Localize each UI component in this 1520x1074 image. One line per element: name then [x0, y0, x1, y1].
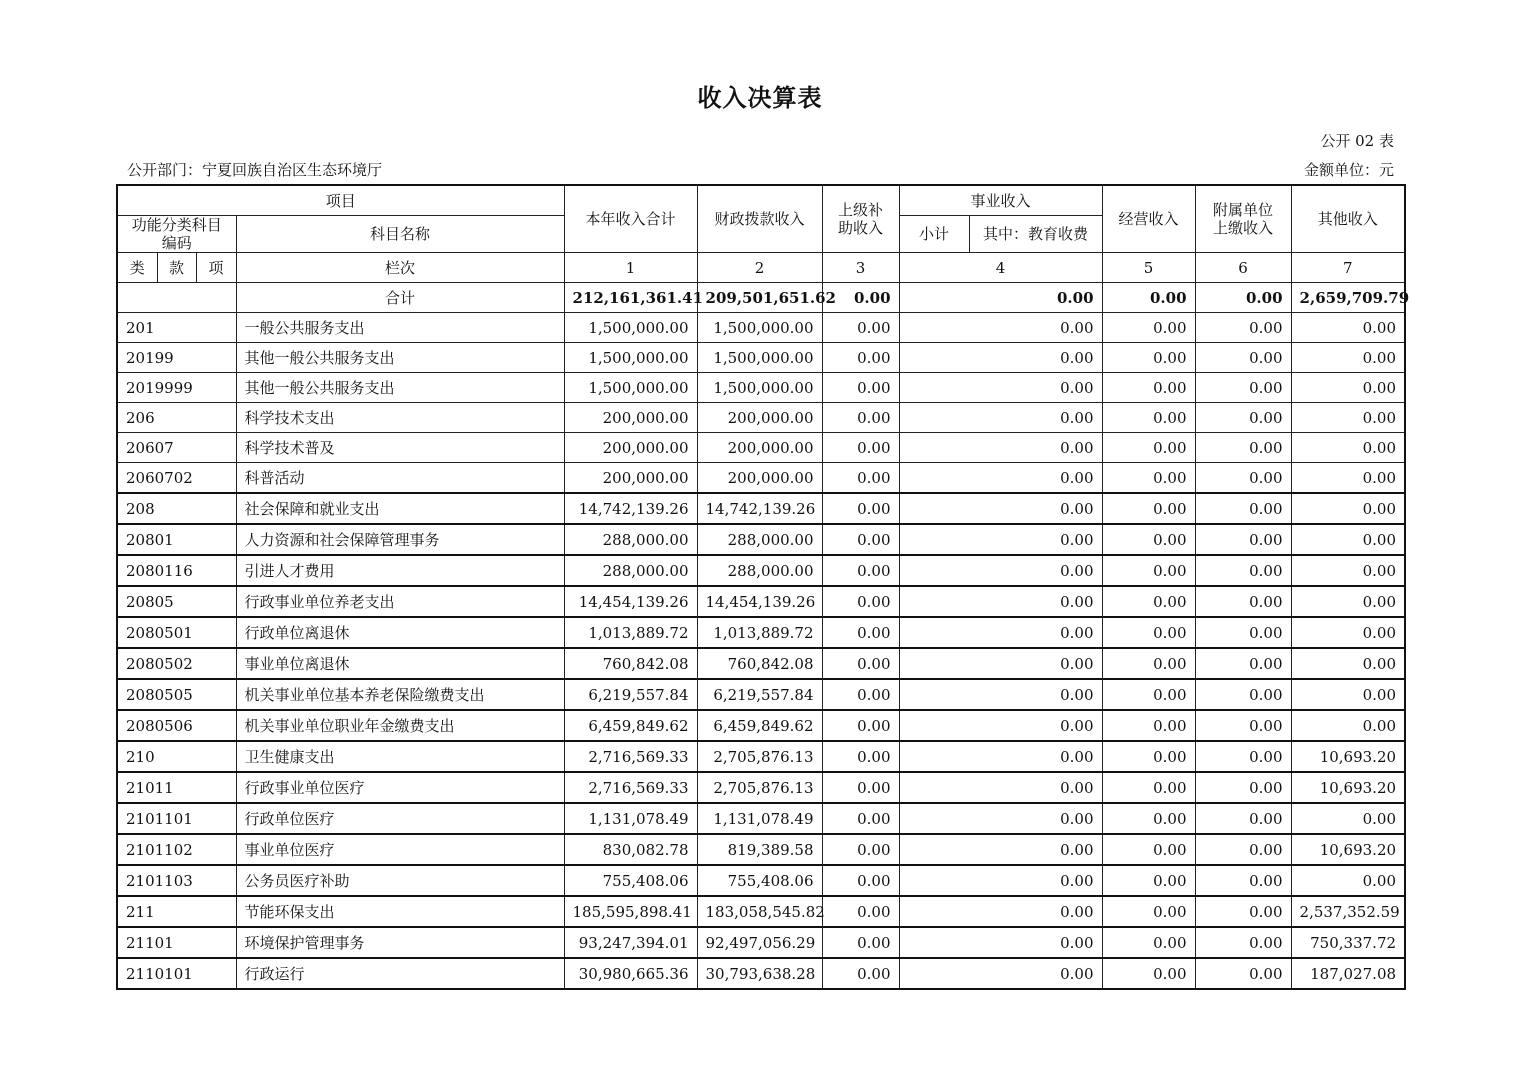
row-code: 21011	[117, 772, 236, 803]
table-row	[117, 313, 1405, 343]
row-value: 0.00	[822, 373, 899, 403]
table-body	[117, 313, 1405, 990]
row-value: 0.00	[1102, 313, 1195, 343]
header-operating-income: 经营收入	[1102, 185, 1195, 253]
row-value: 0.00	[1291, 710, 1405, 741]
table-row	[117, 433, 1405, 463]
row-value: 0.00	[1195, 433, 1291, 463]
table-row	[117, 617, 1405, 648]
col-num-3: 3	[822, 253, 899, 283]
header-project: 项目	[117, 185, 564, 216]
row-value: 0.00	[1291, 648, 1405, 679]
header-col-row-label: 栏次	[236, 253, 564, 283]
row-code: 210	[117, 741, 236, 772]
row-value: 0.00	[1102, 463, 1195, 494]
row-subject-name: 人力资源和社会保障管理事务	[236, 524, 564, 555]
row-value: 0.00	[899, 524, 1102, 555]
row-value: 0.00	[822, 772, 899, 803]
row-code: 2080501	[117, 617, 236, 648]
total-value: 209,501,651.62	[697, 283, 822, 313]
row-subject-name: 行政运行	[236, 958, 564, 989]
row-code: 211	[117, 896, 236, 927]
header-subtotal: 小计	[899, 216, 969, 253]
row-value: 200,000.00	[697, 403, 822, 433]
row-value: 750,337.72	[1291, 927, 1405, 958]
table-row	[117, 493, 1405, 524]
row-value: 0.00	[822, 463, 899, 494]
row-subject-name: 一般公共服务支出	[236, 313, 564, 343]
row-value: 200,000.00	[564, 433, 697, 463]
page-title: 收入决算表	[697, 83, 823, 112]
header-class: 类	[117, 253, 157, 283]
row-value: 14,742,139.26	[697, 493, 822, 524]
row-value: 1,500,000.00	[697, 373, 822, 403]
row-value: 30,793,638.28	[697, 958, 822, 989]
row-code: 20801	[117, 524, 236, 555]
row-value: 30,980,665.36	[564, 958, 697, 989]
row-value: 0.00	[899, 772, 1102, 803]
row-value: 0.00	[1102, 741, 1195, 772]
table-row	[117, 524, 1405, 555]
row-subject-name: 行政事业单位养老支出	[236, 586, 564, 617]
table-row	[117, 648, 1405, 679]
row-value: 0.00	[1195, 741, 1291, 772]
row-value: 0.00	[822, 313, 899, 343]
row-subject-name: 节能环保支出	[236, 896, 564, 927]
total-code-blank	[117, 283, 236, 313]
table-row	[117, 834, 1405, 865]
row-value: 288,000.00	[697, 524, 822, 555]
row-subject-name: 行政单位医疗	[236, 803, 564, 834]
row-subject-name: 行政事业单位医疗	[236, 772, 564, 803]
row-value: 0.00	[1195, 927, 1291, 958]
row-value: 0.00	[1102, 958, 1195, 989]
row-value: 1,500,000.00	[564, 343, 697, 373]
row-value: 10,693.20	[1291, 741, 1405, 772]
row-value: 0.00	[899, 958, 1102, 989]
row-subject-name: 环境保护管理事务	[236, 927, 564, 958]
row-code: 2080505	[117, 679, 236, 710]
header-subject-name: 科目名称	[236, 216, 564, 253]
col-num-5: 5	[1102, 253, 1195, 283]
header-kuan: 款	[157, 253, 196, 283]
total-value: 0.00	[899, 283, 1102, 313]
row-value: 0.00	[1195, 834, 1291, 865]
row-value: 0.00	[822, 834, 899, 865]
row-value: 14,454,139.26	[697, 586, 822, 617]
row-value: 0.00	[1195, 958, 1291, 989]
row-value: 0.00	[1195, 679, 1291, 710]
row-code: 2101103	[117, 865, 236, 896]
col-num-7: 7	[1291, 253, 1405, 283]
row-value: 288,000.00	[564, 524, 697, 555]
row-value: 0.00	[1291, 463, 1405, 494]
row-value: 755,408.06	[697, 865, 822, 896]
amount-unit-label: 金额单位：元	[1303, 161, 1394, 179]
row-value: 0.00	[1291, 555, 1405, 586]
header-affiliated-income	[1195, 185, 1291, 253]
row-subject-name: 其他一般公共服务支出	[236, 343, 564, 373]
row-value: 288,000.00	[697, 555, 822, 586]
row-value: 0.00	[1291, 803, 1405, 834]
row-value: 1,500,000.00	[564, 313, 697, 343]
total-value: 0.00	[1195, 283, 1291, 313]
row-value: 0.00	[1291, 617, 1405, 648]
row-value: 0.00	[1195, 710, 1291, 741]
row-value: 1,500,000.00	[697, 343, 822, 373]
department-label: 公开部门：宁夏回族自治区生态环境厅	[127, 161, 383, 179]
row-code: 201	[117, 313, 236, 343]
row-code: 2101102	[117, 834, 236, 865]
table-row	[117, 927, 1405, 958]
row-value: 0.00	[899, 373, 1102, 403]
header-edu-fee: 其中：教育收费	[969, 216, 1102, 253]
row-value: 14,742,139.26	[564, 493, 697, 524]
table-id: 公开 02 表	[1320, 132, 1394, 150]
row-value: 0.00	[1195, 493, 1291, 524]
row-value: 0.00	[899, 463, 1102, 494]
row-value: 0.00	[1102, 493, 1195, 524]
row-value: 0.00	[1195, 648, 1291, 679]
row-value: 1,131,078.49	[697, 803, 822, 834]
row-value: 0.00	[1195, 463, 1291, 494]
row-subject-name: 其他一般公共服务支出	[236, 373, 564, 403]
row-value: 0.00	[1195, 772, 1291, 803]
row-subject-name: 事业单位离退休	[236, 648, 564, 679]
row-value: 0.00	[1195, 403, 1291, 433]
table-row	[117, 679, 1405, 710]
row-value: 819,389.58	[697, 834, 822, 865]
table-row	[117, 741, 1405, 772]
row-code: 206	[117, 403, 236, 433]
row-value: 2,716,569.33	[564, 772, 697, 803]
row-subject-name: 科普活动	[236, 463, 564, 494]
row-code: 20199	[117, 343, 236, 373]
row-value: 0.00	[1102, 403, 1195, 433]
header-upper-subsidy-line2: 助收入	[838, 219, 884, 237]
row-value: 0.00	[1291, 373, 1405, 403]
row-value: 2,537,352.59	[1291, 896, 1405, 927]
row-value: 0.00	[1102, 555, 1195, 586]
row-code: 2080506	[117, 710, 236, 741]
row-value: 10,693.20	[1291, 834, 1405, 865]
row-value: 1,500,000.00	[697, 313, 822, 343]
row-value: 6,219,557.84	[564, 679, 697, 710]
row-value: 0.00	[1291, 313, 1405, 343]
row-value: 0.00	[1102, 834, 1195, 865]
row-value: 760,842.08	[697, 648, 822, 679]
header-func-code-line2: 编码	[161, 234, 192, 252]
table-row	[117, 555, 1405, 586]
row-value: 0.00	[899, 803, 1102, 834]
row-value: 93,247,394.01	[564, 927, 697, 958]
row-value: 1,013,889.72	[697, 617, 822, 648]
row-value: 0.00	[822, 648, 899, 679]
row-value: 0.00	[1102, 617, 1195, 648]
header-xiang: 项	[196, 253, 236, 283]
row-value: 92,497,056.29	[697, 927, 822, 958]
row-value: 0.00	[1291, 433, 1405, 463]
row-value: 6,459,849.62	[564, 710, 697, 741]
row-value: 2,705,876.13	[697, 772, 822, 803]
row-value: 0.00	[1195, 865, 1291, 896]
row-code: 208	[117, 493, 236, 524]
row-subject-name: 引进人才费用	[236, 555, 564, 586]
row-value: 0.00	[899, 710, 1102, 741]
row-value: 0.00	[899, 493, 1102, 524]
row-code: 21101	[117, 927, 236, 958]
row-value: 760,842.08	[564, 648, 697, 679]
table-row	[117, 586, 1405, 617]
row-value: 0.00	[822, 403, 899, 433]
row-value: 0.00	[1102, 648, 1195, 679]
row-code: 2080116	[117, 555, 236, 586]
row-subject-name: 公务员医疗补助	[236, 865, 564, 896]
row-value: 185,595,898.41	[564, 896, 697, 927]
row-subject-name: 机关事业单位基本养老保险缴费支出	[236, 679, 564, 710]
row-value: 0.00	[899, 927, 1102, 958]
header-func-code-line1: 功能分类科目	[131, 216, 222, 234]
income-table	[116, 184, 1410, 990]
row-value: 0.00	[1195, 803, 1291, 834]
row-code: 2110101	[117, 958, 236, 989]
row-value: 0.00	[899, 343, 1102, 373]
row-value: 10,693.20	[1291, 772, 1405, 803]
row-value: 288,000.00	[564, 555, 697, 586]
row-value: 0.00	[822, 343, 899, 373]
row-value: 0.00	[822, 617, 899, 648]
row-value: 0.00	[1102, 433, 1195, 463]
row-value: 0.00	[1195, 373, 1291, 403]
row-value: 0.00	[1195, 586, 1291, 617]
row-value: 0.00	[822, 803, 899, 834]
header-other-income: 其他收入	[1291, 185, 1405, 253]
row-value: 200,000.00	[564, 403, 697, 433]
row-value: 0.00	[899, 648, 1102, 679]
col-num-6: 6	[1195, 253, 1291, 283]
table-row	[117, 865, 1405, 896]
total-value: 0.00	[822, 283, 899, 313]
row-code: 2019999	[117, 373, 236, 403]
row-value: 0.00	[899, 555, 1102, 586]
row-code: 2060702	[117, 463, 236, 494]
row-value: 200,000.00	[697, 433, 822, 463]
total-value: 2,659,709.79	[1291, 283, 1405, 313]
table-row	[117, 403, 1405, 433]
row-value: 1,500,000.00	[564, 373, 697, 403]
row-value: 0.00	[822, 433, 899, 463]
row-subject-name: 事业单位医疗	[236, 834, 564, 865]
header-business-income: 事业收入	[899, 185, 1102, 216]
total-row	[117, 283, 1405, 313]
row-value: 0.00	[899, 865, 1102, 896]
row-value: 14,454,139.26	[564, 586, 697, 617]
row-value: 0.00	[899, 741, 1102, 772]
row-value: 0.00	[822, 710, 899, 741]
row-value: 0.00	[822, 927, 899, 958]
col-num-1: 1	[564, 253, 697, 283]
row-value: 0.00	[899, 403, 1102, 433]
row-value: 0.00	[1195, 313, 1291, 343]
table-row	[117, 958, 1405, 989]
row-value: 0.00	[1291, 679, 1405, 710]
header-upper-subsidy-line1: 上级补	[838, 201, 884, 219]
row-value: 0.00	[1102, 772, 1195, 803]
total-value: 212,161,361.41	[564, 283, 697, 313]
row-value: 200,000.00	[564, 463, 697, 494]
row-value: 0.00	[1291, 493, 1405, 524]
header-fiscal-income: 财政拨款收入	[697, 185, 822, 253]
row-subject-name: 卫生健康支出	[236, 741, 564, 772]
row-value: 0.00	[1102, 524, 1195, 555]
row-value: 0.00	[1291, 524, 1405, 555]
row-value: 0.00	[1102, 927, 1195, 958]
row-value: 0.00	[1291, 403, 1405, 433]
row-value: 0.00	[1102, 586, 1195, 617]
row-value: 0.00	[1195, 524, 1291, 555]
row-value: 0.00	[1291, 586, 1405, 617]
table-row	[117, 343, 1405, 373]
table-row	[117, 803, 1405, 834]
col-num-4: 4	[899, 253, 1102, 283]
header-total-income: 本年收入合计	[564, 185, 697, 253]
row-value: 830,082.78	[564, 834, 697, 865]
row-value: 0.00	[822, 679, 899, 710]
row-value: 0.00	[822, 896, 899, 927]
row-value: 187,027.08	[1291, 958, 1405, 989]
row-subject-name: 机关事业单位职业年金缴费支出	[236, 710, 564, 741]
row-value: 1,013,889.72	[564, 617, 697, 648]
table-row	[117, 896, 1405, 927]
header-func-code	[117, 216, 236, 253]
header-upper-subsidy	[822, 185, 899, 253]
row-subject-name: 行政单位离退休	[236, 617, 564, 648]
row-value: 0.00	[1195, 896, 1291, 927]
row-value: 0.00	[822, 958, 899, 989]
row-value: 2,716,569.33	[564, 741, 697, 772]
table-row	[117, 463, 1405, 494]
row-value: 6,459,849.62	[697, 710, 822, 741]
row-value: 0.00	[899, 617, 1102, 648]
row-value: 0.00	[1102, 373, 1195, 403]
header-affiliated-line1: 附属单位	[1213, 201, 1274, 219]
row-value: 0.00	[822, 493, 899, 524]
row-value: 0.00	[899, 834, 1102, 865]
row-value: 1,131,078.49	[564, 803, 697, 834]
row-value: 0.00	[822, 586, 899, 617]
row-value: 0.00	[822, 865, 899, 896]
row-code: 20607	[117, 433, 236, 463]
row-subject-name: 科学技术普及	[236, 433, 564, 463]
row-subject-name: 科学技术支出	[236, 403, 564, 433]
row-value: 183,058,545.82	[697, 896, 822, 927]
row-value: 0.00	[1102, 710, 1195, 741]
row-value: 0.00	[1195, 617, 1291, 648]
row-value: 0.00	[822, 524, 899, 555]
col-num-2: 2	[697, 253, 822, 283]
row-value: 0.00	[1195, 343, 1291, 373]
row-value: 0.00	[1102, 679, 1195, 710]
table-row	[117, 772, 1405, 803]
row-value: 0.00	[1102, 343, 1195, 373]
row-value: 2,705,876.13	[697, 741, 822, 772]
row-value: 0.00	[899, 313, 1102, 343]
row-code: 20805	[117, 586, 236, 617]
row-value: 0.00	[899, 679, 1102, 710]
total-label: 合计	[236, 283, 564, 313]
table-row	[117, 710, 1405, 741]
row-value: 0.00	[822, 555, 899, 586]
row-subject-name: 社会保障和就业支出	[236, 493, 564, 524]
row-value: 200,000.00	[697, 463, 822, 494]
header-affiliated-line2: 上缴收入	[1213, 219, 1274, 237]
row-value: 0.00	[822, 741, 899, 772]
row-value: 0.00	[899, 586, 1102, 617]
row-value: 0.00	[899, 433, 1102, 463]
row-code: 2080502	[117, 648, 236, 679]
row-value: 0.00	[1102, 896, 1195, 927]
row-value: 0.00	[1291, 343, 1405, 373]
row-value: 0.00	[1195, 555, 1291, 586]
row-code: 2101101	[117, 803, 236, 834]
total-value: 0.00	[1102, 283, 1195, 313]
row-value: 0.00	[1102, 865, 1195, 896]
row-value: 755,408.06	[564, 865, 697, 896]
row-value: 0.00	[899, 896, 1102, 927]
row-value: 0.00	[1102, 803, 1195, 834]
row-value: 6,219,557.84	[697, 679, 822, 710]
row-value: 0.00	[1291, 865, 1405, 896]
table-row	[117, 373, 1405, 403]
